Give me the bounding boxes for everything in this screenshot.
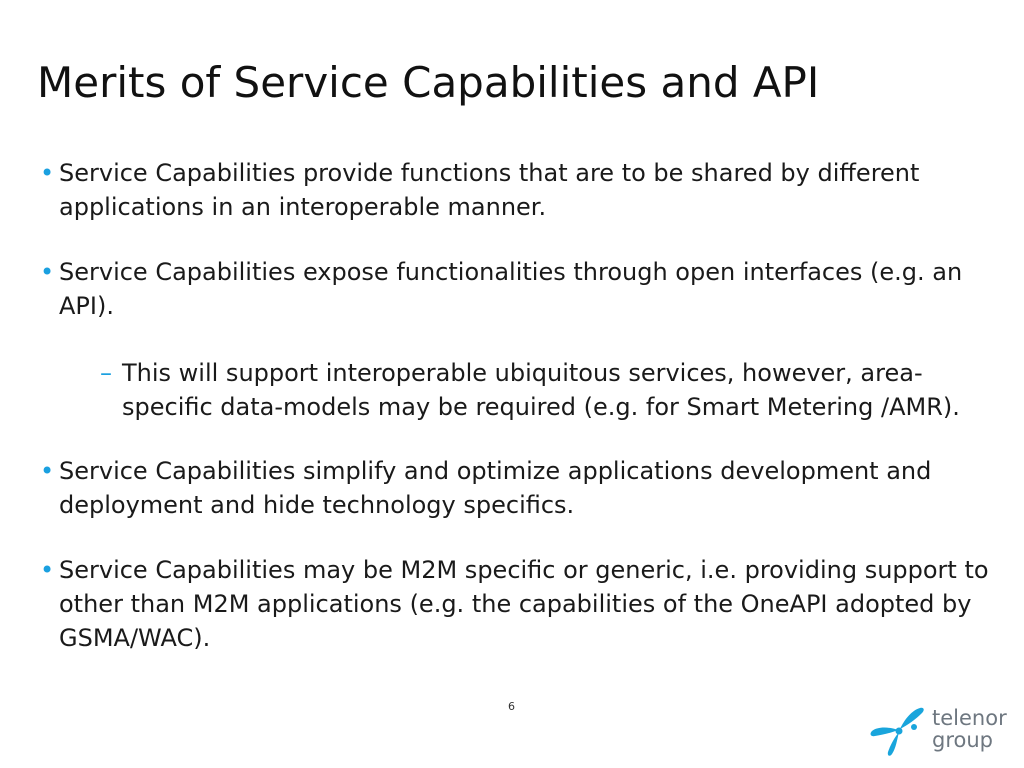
dash-icon: – [100, 359, 112, 387]
telenor-propeller-icon [866, 702, 926, 758]
bullet-list [40, 156, 1000, 686]
sub-bullet-item [100, 356, 1000, 424]
bullet-dot-icon: • [40, 258, 55, 286]
bullet-item [40, 156, 1000, 224]
logo-line-telenor: telenor [932, 706, 1007, 730]
bullet-item [40, 255, 1000, 424]
page-number: 6 [508, 700, 515, 713]
bullet-text: Service Capabilities may be M2M specific or generic, i.e. providing support to other than M2M applications (e.g. the capabilities of the OneAPI adopted by GSMA/WAC). [59, 556, 989, 652]
telenor-group-logo [866, 702, 1006, 758]
slide-title: Merits of Service Capabilities and API [37, 58, 820, 107]
bullet-item [40, 454, 1000, 522]
sub-bullet-text: This will support interoperable ubiquitous services, however, area-specific data-models may be required (e.g. for Smart Metering /AMR). [122, 359, 960, 421]
bullet-item [40, 553, 1000, 655]
bullet-text: Service Capabilities simplify and optimize applications development and deployment and hide technology specifics. [59, 457, 932, 519]
logo-line-group: group [932, 728, 993, 752]
bullet-text: Service Capabilities provide functions that are to be shared by different applications in an interoperable manner. [59, 159, 920, 221]
bullet-dot-icon: • [40, 457, 55, 485]
bullet-dot-icon: • [40, 159, 55, 187]
bullet-dot-icon: • [40, 556, 55, 584]
bullet-text: Service Capabilities expose functionalities through open interfaces (e.g. an API). [59, 258, 963, 320]
logo-wordmark [932, 707, 1007, 751]
